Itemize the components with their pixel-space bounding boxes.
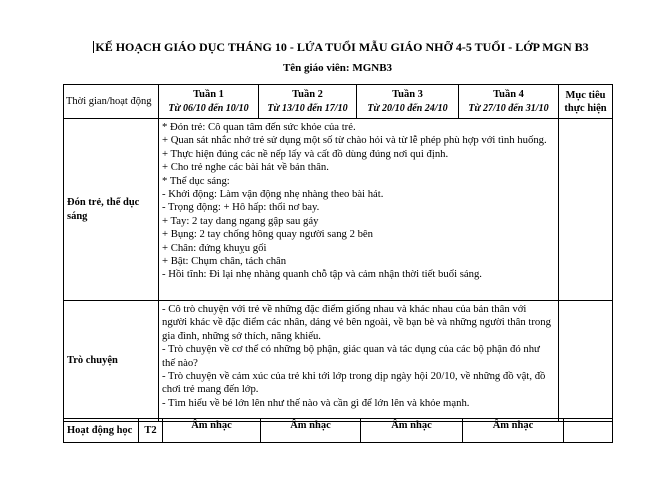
week-1-dates: Từ 06/10 đến 10/10 <box>168 103 249 114</box>
content-line: * Thể dục sáng: <box>162 174 230 187</box>
table-row-talk <box>64 301 613 422</box>
activity-goal-cell <box>564 419 613 443</box>
week-4-dates: Từ 27/10 đến 31/10 <box>468 103 549 114</box>
activity-cell-week1: Âm nhạc <box>163 419 261 443</box>
activity-cell-week4: Âm nhạc <box>463 419 564 443</box>
content-line: + Bật: Chụm chân, tách chân <box>162 255 287 268</box>
header-week-4 <box>459 85 559 119</box>
teacher-name-line: Tên giáo viên: MGNB3 <box>282 62 393 74</box>
header-week-3 <box>357 85 459 119</box>
content-line: + Tay: 2 tay dang ngang gập sau gáy <box>162 214 319 227</box>
content-line: - Khởi động: Làm vận động nhẹ nhàng theo bài hát. <box>162 188 384 201</box>
header-goal: Mục tiêu thực hiện <box>559 85 613 119</box>
document-title-text: KẾ HOẠCH GIÁO DỤC THÁNG 10 - LỨA TUỔI MẪU GIÁO NHỠ 4-5 TUỔI - LỚP MGN B3 <box>95 40 589 54</box>
week-4-label: Tuần 4 <box>493 89 524 100</box>
content-line: * Đón trẻ: Cô quan tâm đến sức khỏe của trẻ. <box>162 121 356 133</box>
content-line: + Quan sát nhắc nhở trẻ sử dụng một số từ chào hỏi và từ lễ phép phù hợp với tình huống. <box>162 134 547 147</box>
activity-row-table <box>63 418 613 443</box>
activity-cell-week3: Âm nhạc <box>361 419 463 443</box>
header-time-activity: Thời gian/hoạt động <box>64 85 159 119</box>
table-row-morning <box>64 119 613 301</box>
content-line: - Cô trò chuyện với trẻ về những đặc điểm giống nhau và khác nhau của bản thân với người khác về đặc điểm các nhân, dáng vẻ bên ngoài, về bạn bè và những người thân trong gia đình, những sở thích, năng khiếu. <box>162 303 551 342</box>
row-talk-content <box>159 301 559 422</box>
header-week-2 <box>259 85 357 119</box>
content-line: + Chân: đứng khuỵu gối <box>162 241 267 254</box>
row-activity-day: T2 <box>139 419 163 443</box>
content-line: - Trò chuyện về cơ thể có những bộ phận, giác quan và tác dụng của các bộ phận đó như thế nào? <box>162 343 540 369</box>
content-line: + Cho trẻ nghe các bài hát về bản thân. <box>162 161 329 174</box>
week-3-label: Tuần 3 <box>392 89 423 100</box>
week-2-dates: Từ 13/10 đến 17/10 <box>267 103 348 114</box>
row-morning-goal-cell <box>559 119 613 301</box>
row-talk-goal-cell <box>559 301 613 422</box>
row-morning-label: Đón trẻ, thể dục sáng <box>64 119 159 301</box>
content-line: - Trò chuyện về cảm xúc của trẻ khi tới lớp trong dịp ngày hội 20/10, về những đồ vật, đồ chơi trẻ mang đến lớp. <box>162 370 546 396</box>
week-3-dates: Từ 20/10 đến 24/10 <box>367 103 448 114</box>
activity-cell-week2: Âm nhạc <box>261 419 361 443</box>
row-talk-label: Trò chuyện <box>64 301 159 422</box>
content-line: + Bụng: 2 tay chống hông quay người sang 2 bên <box>162 228 374 241</box>
content-line: - Hồi tĩnh: Đi lại nhẹ nhàng quanh chỗ tập và cảm nhận thời tiết buổi sáng. <box>162 268 482 281</box>
table-row-activity <box>64 419 613 443</box>
content-line: + Thực hiện đúng các nề nếp lấy và cất đồ dùng đúng nơi qui định. <box>162 147 449 160</box>
week-2-label: Tuần 2 <box>292 89 323 100</box>
content-line: - Trọng động: + Hô hấp: thổi nơ bay. <box>162 201 320 214</box>
week-1-label: Tuần 1 <box>193 89 224 100</box>
row-morning-content <box>159 119 559 301</box>
schedule-table <box>63 84 613 422</box>
header-week-1 <box>159 85 259 119</box>
document-title <box>63 40 619 55</box>
row-activity-label: Hoạt động học <box>64 419 139 443</box>
table-header-row <box>64 85 613 119</box>
content-line: - Tìm hiểu về bé lớn lên như thế nào và cần gì để lớn lên và khỏe mạnh. <box>162 396 470 409</box>
